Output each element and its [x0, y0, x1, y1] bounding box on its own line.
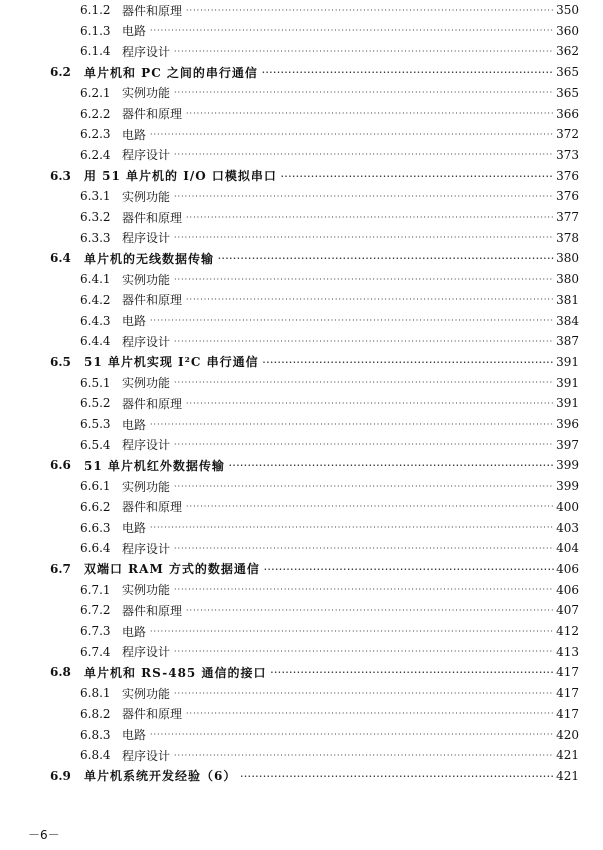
toc-entry-number: 6.1.2 — [80, 3, 111, 17]
toc-subsection-entry[interactable] — [80, 331, 579, 351]
toc-entry-number: 6.2 — [50, 65, 71, 80]
toc-leader-dots — [150, 130, 554, 139]
toc-subsection-entry[interactable] — [80, 21, 579, 41]
toc-leader-dots — [174, 233, 554, 242]
toc-leader-dots — [174, 440, 554, 449]
toc-entry-page: 421 — [556, 768, 579, 783]
toc-entry-title: 程序设计 — [122, 334, 171, 349]
toc-leader-dots — [240, 771, 554, 781]
toc-leader-dots — [186, 709, 554, 718]
toc-entry-number: 6.8.4 — [80, 748, 111, 763]
toc-entry-page: 417 — [556, 706, 579, 721]
toc-subsection-entry[interactable] — [80, 311, 579, 331]
toc-subsection-entry[interactable] — [80, 704, 579, 724]
toc-entry-number: 6.5.4 — [80, 437, 111, 452]
toc-leader-dots — [174, 689, 554, 698]
toc-entry-title: 单片机的无线数据传输 — [84, 251, 215, 266]
page-number-footer: －6－ — [28, 828, 60, 842]
toc-entry-page: 396 — [556, 417, 579, 431]
toc-entry-number: 6.6.1 — [80, 479, 111, 494]
toc-entry-page: 400 — [556, 499, 579, 514]
toc-subsection-entry[interactable] — [80, 538, 579, 558]
toc-subsection-entry[interactable] — [80, 124, 579, 144]
toc-leader-dots — [174, 585, 554, 594]
toc-entry-page: 404 — [556, 541, 579, 556]
toc-entry-page: 406 — [556, 561, 579, 576]
toc-entry-number: 6.3.1 — [80, 189, 111, 204]
toc-leader-dots — [150, 316, 554, 325]
toc-subsection-entry[interactable] — [80, 414, 579, 434]
toc-subsection-entry[interactable] — [80, 0, 579, 20]
toc-entry-page: 391 — [556, 396, 579, 411]
toc-entry-title: 程序设计 — [122, 44, 171, 59]
toc-entry-number: 6.3.3 — [80, 230, 111, 245]
toc-subsection-entry[interactable] — [80, 393, 579, 413]
toc-entry-number: 6.2.1 — [80, 85, 111, 100]
toc-subsection-entry[interactable] — [80, 290, 579, 310]
toc-entry-title: 用 51 单片机的 I/O 口模拟串口 — [84, 169, 277, 184]
toc-subsection-entry[interactable] — [80, 497, 579, 517]
toc-entry-title: 51 单片机实现 I²C 串行通信 — [84, 355, 259, 370]
toc-section-entry[interactable] — [50, 766, 579, 786]
toc-entry-page: 360 — [556, 23, 579, 38]
toc-entry-title: 电路 — [122, 24, 147, 39]
toc-leader-dots — [174, 378, 554, 387]
toc-subsection-entry[interactable] — [80, 41, 579, 61]
toc-leader-dots — [186, 6, 554, 15]
toc-entry-number: 6.3 — [50, 168, 71, 183]
toc-entry-title: 电路 — [122, 728, 147, 742]
toc-entry-title: 程序设计 — [122, 231, 171, 246]
toc-entry-title: 实例功能 — [122, 189, 171, 204]
toc-entry-title: 器件和原理 — [122, 3, 183, 18]
toc-entry-title: 51 单片机红外数据传输 — [84, 458, 225, 473]
toc-entry-title: 电路 — [122, 521, 147, 535]
toc-leader-dots — [174, 47, 554, 56]
toc-entry-page: 377 — [556, 210, 579, 224]
toc-entry-page: 366 — [556, 106, 579, 121]
toc-entry-title: 电路 — [122, 417, 147, 432]
toc-entry-page: 413 — [556, 644, 579, 659]
toc-entry-page: 391 — [556, 375, 579, 390]
toc-leader-dots — [229, 460, 554, 470]
toc-entry-title: 电路 — [122, 624, 147, 639]
toc-entry-title: 程序设计 — [122, 438, 171, 453]
toc-entry-page: 380 — [556, 251, 579, 266]
toc-subsection-entry[interactable] — [80, 373, 579, 393]
toc-entry-title: 器件和原理 — [122, 707, 183, 722]
toc-entry-number: 6.5.1 — [80, 375, 111, 390]
toc-leader-dots — [174, 275, 554, 284]
toc-subsection-entry[interactable] — [80, 476, 579, 496]
toc-entry-page: 380 — [556, 272, 579, 287]
toc-leader-dots — [281, 171, 554, 181]
toc-section-entry[interactable] — [50, 455, 579, 475]
toc-entry-number: 6.6 — [50, 458, 71, 473]
toc-entry-number: 6.6.4 — [80, 541, 111, 556]
toc-entry-title: 程序设计 — [122, 645, 171, 660]
toc-entry-page: 397 — [556, 437, 579, 452]
toc-entry-title: 实例功能 — [122, 86, 171, 101]
toc-entry-title: 器件和原理 — [122, 107, 183, 121]
toc-entry-page: 420 — [556, 727, 579, 742]
toc-entry-page: 372 — [556, 127, 579, 142]
toc-leader-dots — [174, 751, 554, 760]
toc-entry-title: 程序设计 — [122, 541, 171, 556]
toc-section-entry[interactable] — [50, 559, 579, 579]
toc-entry-number: 6.2.3 — [80, 127, 111, 142]
toc-entry-title: 器件和原理 — [122, 500, 183, 515]
toc-entry-page: 381 — [556, 292, 579, 307]
toc-entry-title: 单片机和 PC 之间的串行通信 — [84, 65, 258, 80]
toc-entry-page: 376 — [556, 168, 579, 183]
toc-leader-dots — [186, 109, 554, 118]
toc-entry-title: 电路 — [122, 314, 147, 328]
toc-leader-dots — [186, 606, 554, 615]
toc-leader-dots — [174, 647, 554, 656]
toc-subsection-entry[interactable] — [80, 621, 579, 641]
toc-entry-number: 6.7.3 — [80, 624, 111, 638]
toc-entry-title: 实例功能 — [122, 479, 171, 494]
toc-entry-page: 399 — [556, 479, 579, 494]
toc-entry-number: 6.9 — [50, 768, 71, 783]
toc-subsection-entry[interactable] — [80, 186, 579, 206]
toc-entry-number: 6.5 — [50, 354, 71, 369]
toc-leader-dots — [174, 88, 554, 97]
toc-leader-dots — [150, 26, 554, 35]
toc-entry-page: 399 — [556, 458, 579, 473]
toc-entry-title: 实例功能 — [122, 376, 171, 391]
toc-entry-page: 387 — [556, 334, 579, 349]
toc-entry-number: 6.7.1 — [80, 582, 111, 597]
toc-leader-dots — [150, 627, 554, 636]
toc-subsection-entry[interactable] — [80, 269, 579, 289]
toc-entry-number: 6.4.2 — [80, 292, 111, 307]
toc-subsection-entry[interactable] — [80, 725, 579, 745]
toc-entry-number: 6.5.3 — [80, 417, 111, 431]
toc-entry-page: 384 — [556, 313, 579, 328]
toc-entry-number: 6.5.2 — [80, 396, 111, 411]
toc-entry-number: 6.1.4 — [80, 44, 111, 59]
toc-entry-number: 6.8.2 — [80, 706, 111, 721]
toc-section-entry[interactable] — [50, 248, 579, 268]
toc-subsection-entry[interactable] — [80, 745, 579, 765]
toc-leader-dots — [150, 420, 554, 429]
toc-subsection-entry[interactable] — [80, 207, 579, 227]
toc-entry-page: 417 — [556, 665, 579, 680]
toc-entry-page: 365 — [556, 85, 579, 100]
toc-section-entry[interactable] — [50, 662, 579, 682]
toc-entry-number: 6.1.3 — [80, 23, 111, 38]
toc-section-entry[interactable] — [50, 352, 579, 372]
toc-entry-title: 单片机系统开发经验（6） — [84, 769, 237, 784]
toc-entry-number: 6.7.2 — [80, 603, 111, 618]
toc-entry-page: 391 — [556, 354, 579, 369]
toc-entry-number: 6.4 — [50, 251, 71, 266]
toc-entry-number: 6.4.4 — [80, 334, 111, 349]
toc-entry-number: 6.4.1 — [80, 272, 111, 287]
toc-entry-number: 6.7 — [50, 561, 71, 576]
toc-section-entry[interactable] — [50, 166, 579, 186]
toc-entry-page: 373 — [556, 147, 579, 162]
toc-entry-page: 350 — [556, 3, 579, 17]
toc-subsection-entry[interactable] — [80, 600, 579, 620]
toc-entry-title: 单片机和 RS-485 通信的接口 — [84, 665, 267, 680]
toc-leader-dots — [270, 667, 554, 677]
toc-entry-page: 365 — [556, 65, 579, 80]
toc-entry-page: 378 — [556, 230, 579, 245]
toc-leader-dots — [218, 253, 554, 263]
toc-leader-dots — [150, 523, 554, 532]
toc-entry-number: 6.8.1 — [80, 686, 111, 701]
toc-entry-number: 6.2.4 — [80, 147, 111, 162]
toc-entry-number: 6.6.3 — [80, 520, 111, 535]
toc-subsection-entry[interactable] — [80, 642, 579, 662]
toc-entry-title: 双端口 RAM 方式的数据通信 — [84, 562, 260, 577]
toc-leader-dots — [262, 67, 554, 77]
toc-leader-dots — [186, 213, 554, 222]
toc-leader-dots — [186, 502, 554, 511]
toc-entry-number: 6.8.3 — [80, 727, 111, 742]
toc-leader-dots — [174, 192, 554, 201]
toc-leader-dots — [186, 399, 554, 408]
toc-entry-number: 6.4.3 — [80, 313, 111, 328]
toc-entry-number: 6.6.2 — [80, 499, 111, 514]
toc-leader-dots — [174, 337, 554, 346]
toc-entry-title: 器件和原理 — [122, 293, 183, 308]
toc-entry-number: 6.8 — [50, 665, 71, 680]
toc-subsection-entry[interactable] — [80, 104, 579, 124]
toc-entry-page: 406 — [556, 582, 579, 597]
toc-entry-title: 器件和原理 — [122, 210, 183, 225]
toc-entry-title: 实例功能 — [122, 272, 171, 287]
toc-subsection-entry[interactable] — [80, 145, 579, 165]
toc-leader-dots — [186, 295, 554, 304]
toc-entry-number: 6.3.2 — [80, 210, 111, 224]
toc-entry-number: 6.2.2 — [80, 106, 111, 121]
toc-entry-title: 程序设计 — [122, 748, 171, 763]
toc-leader-dots — [174, 482, 554, 491]
toc-subsection-entry[interactable] — [80, 228, 579, 248]
toc-entry-page: 407 — [556, 603, 579, 618]
toc-entry-number: 6.7.4 — [80, 644, 111, 659]
toc-entry-page: 362 — [556, 44, 579, 59]
toc-leader-dots — [150, 730, 554, 739]
toc-leader-dots — [174, 544, 554, 553]
toc-entry-page: 421 — [556, 748, 579, 763]
toc-leader-dots — [263, 357, 554, 367]
toc-leader-dots — [264, 564, 554, 574]
toc-subsection-entry[interactable] — [80, 83, 579, 103]
toc-entry-title: 器件和原理 — [122, 396, 183, 411]
toc-entry-title: 程序设计 — [122, 148, 171, 163]
toc-subsection-entry[interactable] — [80, 435, 579, 455]
toc-entry-page: 417 — [556, 686, 579, 701]
toc-entry-title: 实例功能 — [122, 583, 171, 598]
toc-entry-page: 412 — [556, 624, 579, 638]
toc-entry-title: 器件和原理 — [122, 603, 183, 618]
toc-entry-title: 电路 — [122, 127, 147, 142]
toc-subsection-entry[interactable] — [80, 683, 579, 703]
toc-subsection-entry[interactable] — [80, 580, 579, 600]
toc-entry-page: 376 — [556, 189, 579, 204]
toc-entry-title: 实例功能 — [122, 686, 171, 701]
toc-leader-dots — [174, 150, 554, 159]
toc-section-entry[interactable] — [50, 62, 579, 82]
toc-entry-page: 403 — [556, 520, 579, 535]
toc-subsection-entry[interactable] — [80, 518, 579, 538]
